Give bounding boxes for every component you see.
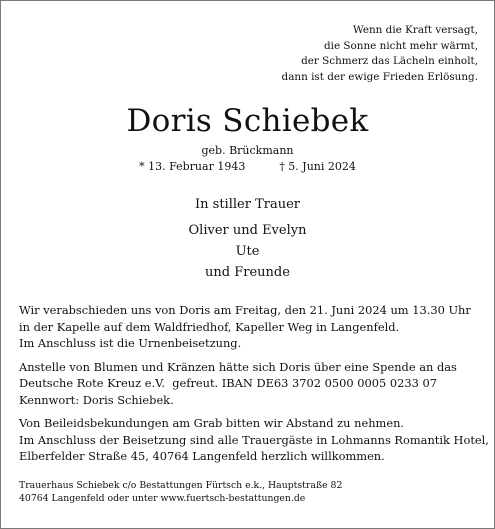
- footer-line: 40764 Langenfeld oder unter www.fuertsch-bestattungen.de: [19, 492, 306, 504]
- notice-text: [19, 302, 489, 465]
- life-dates: [1, 160, 494, 174]
- deceased-name: Doris Schiebek: [126, 103, 369, 139]
- funeral-line: in der Kapelle auf dem Waldfriedhof, Kapeller Weg in Langenfeld.: [19, 319, 400, 334]
- funeral-home-footer: [19, 480, 484, 505]
- death-date: † 5. Juni 2024: [279, 160, 356, 173]
- mourner-name: Oliver und Evelyn: [188, 223, 307, 238]
- donation-line: Kennwort: Doris Schiebek.: [19, 392, 174, 407]
- poem-line: Wenn die Kraft versagt,: [353, 24, 478, 36]
- poem-line: die Sonne nicht mehr wärmt,: [324, 39, 478, 52]
- funeral-line: Im Anschluss ist die Urnenbeisetzung.: [19, 336, 242, 350]
- poem: [282, 23, 478, 85]
- donation-line: Deutsche Rote Kreuz e.V. gefreut. IBAN DE63 3702 0500 0005 0233 07: [19, 376, 437, 390]
- funeral-line: Wir verabschieden uns von Doris am Freitag, den 21. Juni 2024 um 13.30 Uhr: [19, 303, 471, 317]
- condolences-line: Von Beileidsbekundungen am Grab bitten wir Abstand zu nehmen.: [19, 416, 405, 430]
- born-name: geb. Brückmann: [201, 144, 294, 157]
- footer-line: Trauerhaus Schiebek c/o Bestattungen Fürtsch e.k., Hauptstraße 82: [19, 480, 343, 491]
- birth-date: * 13. Februar 1943: [139, 160, 246, 173]
- poem-line: dann ist der ewige Frieden Erlösung.: [281, 70, 478, 83]
- poem-line: der Schmerz das Lächeln einholt,: [301, 55, 478, 67]
- reception-line: Elberfelder Straße 45, 40764 Langenfeld herzlich willkommen.: [19, 449, 385, 463]
- mourner-name: Ute: [235, 244, 260, 259]
- mourners-intro: In stiller Trauer: [195, 197, 300, 212]
- reception-line: Im Anschluss der Beisetzung sind alle Trauergäste in Lohmanns Romantik Hotel,: [19, 432, 489, 447]
- donation-line: Anstelle von Blumen und Kränzen hätte sich Doris über eine Spende an das: [19, 359, 457, 374]
- mourner-name: und Freunde: [205, 265, 290, 280]
- mourners: [1, 194, 494, 283]
